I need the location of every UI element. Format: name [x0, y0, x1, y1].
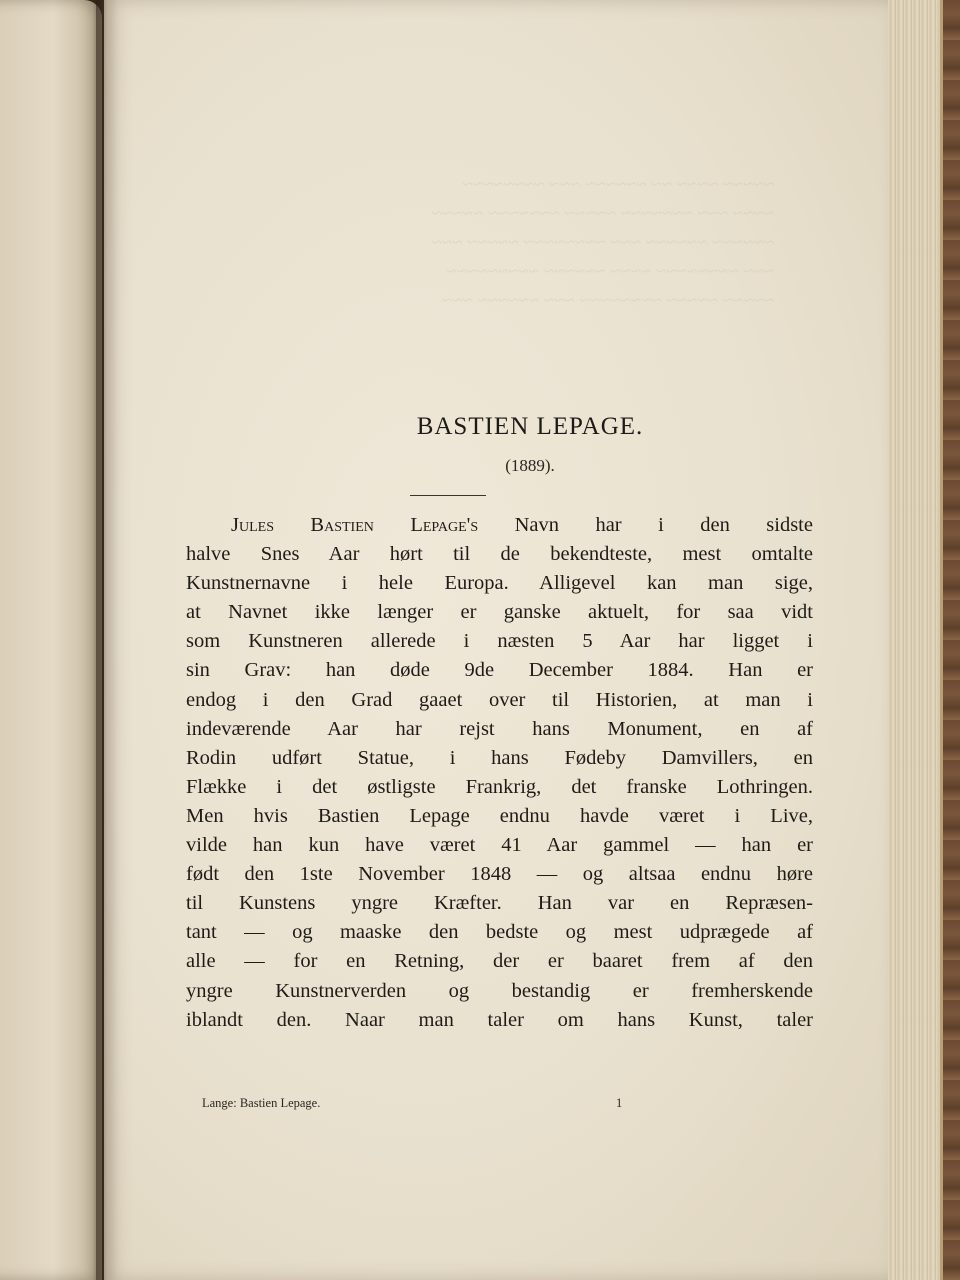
text-line: yngre Kunstnerverden og bestandig er fremherskende [186, 979, 813, 1002]
text-line: alle — for en Retning, der er baaret frem af den [186, 950, 813, 973]
text-line: vilde han kun have været 41 Aar gammel — han er [186, 834, 813, 857]
text-line: Flække i det østligste Frankrig, det franske Lothringen. [186, 775, 813, 798]
book-gutter-shadow [96, 0, 118, 1280]
text-line [186, 511, 813, 540]
text-line: iblandt den. Naar man taler om hans Kunst, taler [186, 1008, 813, 1031]
body-paragraph [186, 511, 813, 1035]
author-name: Jules Bastien Lepage's [231, 514, 479, 536]
facing-page [0, 0, 102, 1280]
text-fragment: Navn har i den sidste [478, 514, 813, 536]
title-rule [410, 495, 486, 496]
chapter-title: BASTIEN LEPAGE. [416, 413, 644, 440]
book-page [104, 0, 888, 1280]
chapter-year: (1889). [505, 456, 555, 475]
text-line: som Kunstneren allerede i næsten 5 Aar har ligget i [186, 630, 813, 653]
printer-signature: Lange: Bastien Lepage. [202, 1096, 321, 1110]
text-line: tant — og maaske den bedste og mest udprægede af [186, 921, 813, 944]
text-line: sin Grav: han døde 9de December 1884. Han er [186, 659, 813, 682]
text-line: Kunstnernavne i hele Europa. Alligevel kan man sige, [186, 572, 813, 595]
text-line: halve Snes Aar hørt til de bekendteste, mest omtalte [186, 543, 813, 566]
text-line: til Kunstens yngre Kræfter. Han var en Repræsen- [186, 892, 813, 915]
text-line: endog i den Grad gaaet over til Historien, at man i [186, 688, 813, 711]
sheet-number: 1 [616, 1096, 623, 1110]
text-line: Rodin udført Statue, i hans Fødeby Damvillers, en [186, 746, 813, 769]
text-line: at Navnet ikke længer er ganske aktuelt, for saa vidt [186, 601, 813, 624]
page-edges [880, 0, 943, 1280]
text-line: Men hvis Bastien Lepage endnu havde været i Live, [186, 804, 813, 827]
text-line: indeværende Aar har rejst hans Monument, en af [186, 717, 813, 740]
show-through-texture: ~~~~~ ~~~~ ~~ ~~~~~~ ~~~ ~~~~~~~~ ~~~~ ~~~ ~~~~~~~ ~~~~~ ~~~~~~~ ~~~~~ ~~~~~~ ~~~~~~ ~~~ ~~~~~~~~ ~~~~~ ~~~ ~~~ ~~~~~~~~ ~~~~ ~~~~~~ ~~~~~~~~~ ~~~~~ ~~~~~ ~~~~~~~~ ~~~ ~~~~~~ ~~~ [431, 174, 774, 311]
text-line: født den 1ste November 1848 — og altsaa endnu høre [186, 863, 813, 886]
